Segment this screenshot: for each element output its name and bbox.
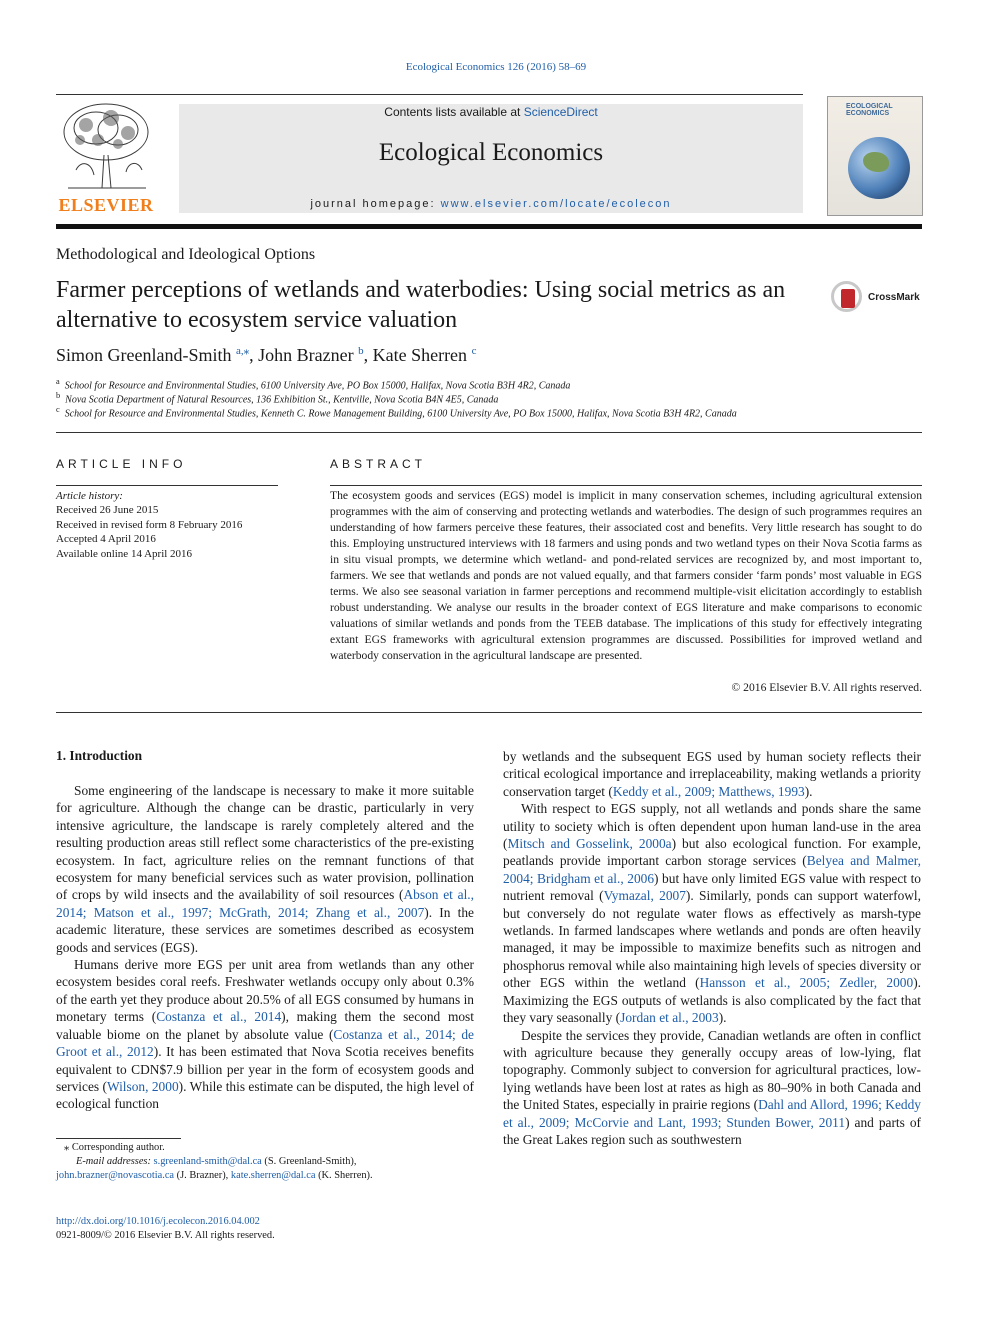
citation-link[interactable]: Belyea and Malmer, 2004; Bridgham et al., 2006 bbox=[503, 853, 922, 886]
affiliation-b bbox=[56, 391, 498, 405]
journal-homepage bbox=[179, 198, 803, 210]
citation-link[interactable]: Hansson et al., 2005; Zedler, 2000 bbox=[699, 975, 914, 991]
email-owner: (K. Sherren). bbox=[315, 1170, 373, 1181]
citation-link[interactable]: Costanza et al., 2014 bbox=[156, 1009, 282, 1025]
email-owner: (S. Greenland-Smith), bbox=[261, 1156, 357, 1167]
abstract-rule bbox=[330, 485, 922, 486]
corresponding-author-note bbox=[56, 1141, 484, 1155]
history-item: Available online 14 April 2016 bbox=[56, 547, 193, 560]
citation-link[interactable]: Jordan et al., 2003 bbox=[620, 1010, 719, 1026]
homepage-link[interactable]: www.elsevier.com/locate/ecolecon bbox=[440, 198, 672, 210]
footnote-rule bbox=[56, 1138, 181, 1139]
affiliation-key: a bbox=[56, 377, 60, 386]
history-item: Received in revised form 8 February 2016 bbox=[56, 518, 243, 531]
contents-line bbox=[179, 105, 803, 119]
body-column-right bbox=[503, 748, 921, 1148]
abstract-end-rule-right bbox=[330, 712, 922, 713]
author-affiliation-mark[interactable]: c bbox=[471, 345, 477, 357]
crossmark-label: CrossMark bbox=[868, 292, 920, 303]
citation-link[interactable]: Keddy et al., 2009; Matthews, 1993 bbox=[612, 783, 805, 799]
citation-link[interactable]: Dahl and Allord, 1996; Keddy et al., 2009; McCorvie and Lant, 1993; Stunden Bower, 2011 bbox=[503, 1097, 921, 1130]
affiliation-text: School for Resource and Environmental Studies, 6100 University Ave, PO Box 15000, Halifax, Nova Scotia B3H 4R2, Canada bbox=[64, 380, 571, 392]
article-category: Methodological and Ideological Options bbox=[56, 246, 316, 263]
elsevier-logo[interactable] bbox=[56, 100, 156, 216]
article-history bbox=[56, 489, 286, 561]
paragraph: by wetlands and the subsequent EGS used by human society reflects their critical ecological importance and irreplaceability, making wetlands a priority conservation target (Keddy et al., 2009; Matthews, 1993). bbox=[503, 749, 921, 799]
contents-prefix: Contents lists available at bbox=[384, 105, 524, 119]
elsevier-tree-icon bbox=[56, 100, 156, 195]
abstract-copyright: © 2016 Elsevier B.V. All rights reserved. bbox=[731, 681, 922, 694]
author-list bbox=[56, 344, 476, 366]
homepage-prefix: journal homepage: bbox=[310, 198, 441, 210]
body-column-left bbox=[56, 782, 474, 1113]
doi-link[interactable]: http://dx.doi.org/10.1016/j.ecolecon.2016.04.002 bbox=[56, 1216, 260, 1227]
header-bottom-rule bbox=[56, 224, 922, 229]
affiliation-key: b bbox=[56, 391, 61, 400]
elsevier-wordmark: ELSEVIER bbox=[58, 195, 154, 215]
crossmark-badge[interactable] bbox=[831, 281, 926, 317]
email-link[interactable]: s.greenland-smith@dal.ca bbox=[153, 1156, 262, 1167]
paragraph: Some engineering of the landscape is necessary to make it more suitable for agriculture. Although the change can be drastic, particularly in very intensive agriculture, the landscape is rarely completely altered and the resulting production areas still reflect some characteristics of the pre-existing ecosystem. In fact, agriculture relies on the remnant functions of that ecosystem for many beneficial services such as water provision, pollination of crops by wild insects and the availability of soil resources (Abson et al., 2014; Matson et al., 1997; McGrath, 2014; Zhang et al., 2007). In the academic literature, these services are sometimes described as ecosystem goods and services (EGS). bbox=[56, 783, 474, 955]
author-name[interactable]: John Brazner bbox=[258, 345, 354, 365]
author-affiliation-mark[interactable]: a,⁎ bbox=[235, 345, 250, 357]
section-heading-introduction: 1. Introduction bbox=[56, 748, 143, 763]
author-name[interactable]: Kate Sherren bbox=[372, 345, 468, 365]
header-top-rule bbox=[56, 94, 803, 95]
affiliations-rule bbox=[56, 432, 922, 433]
cover-title: ECOLOGICAL ECONOMICS bbox=[846, 103, 893, 117]
email-label: E-mail addresses: bbox=[76, 1156, 151, 1167]
citation-link[interactable]: Wilson, 2000 bbox=[106, 1078, 179, 1094]
footnote-text: Corresponding author. bbox=[71, 1142, 165, 1153]
doi-block bbox=[56, 1215, 275, 1243]
history-item: Accepted 4 April 2016 bbox=[56, 533, 156, 546]
paragraph: Despite the services they provide, Canadian wetlands are often in conflict with agriculture because they generally occupy areas of low-lying, flat topography. Commonly subject to conversion for agricultural practices, low-lying wetlands have been lost at rates as high as 80–90% in both Canada and the United States, especially in prairie regions (Dahl and Allord, 1996; Keddy et al., 2009; McCorvie and Lant, 1993; Stunden Bower, 2011) and parts of the Great Lakes region such as southwestern bbox=[503, 1027, 922, 1147]
journal-cover-thumbnail[interactable] bbox=[827, 96, 923, 216]
affiliation-c bbox=[56, 405, 737, 419]
email-addresses bbox=[56, 1155, 496, 1169]
citation-link[interactable]: Vymazal, 2007 bbox=[603, 888, 686, 904]
paragraph: With respect to EGS supply, not all wetlands and ponds share the same utility to society which is often dependent upon human land-use in the area (Mitsch and Gosselink, 2000a) but also ecological function. For example, peatlands provide important carbon storage services (Belyea and Malmer, 2004; Bridgham et al., 2006) but have only limited EGS value with respect to nutrient removal (Vymazal, 2007). Similarly, ponds can support waterfowl, but conversely do not regulate water flows as effectively as marsh-type wetlands. In farmed landscapes where wetlands and ponds are often heavily managed, it may be impossible to maximize benefits such as nitrogen and phosphorus removal while also maintaining high levels of species diversity or other EGS within the wetland (Hansson et al., 2005; Zedler, 2000). Maximizing the EGS outputs of wetlands is also complicated by the fact that they vary seasonally (Jordan et al., 2003). bbox=[503, 801, 922, 1026]
abstract-heading: ABSTRACT bbox=[330, 457, 427, 471]
history-item: Received 26 June 2015 bbox=[56, 504, 159, 517]
email-addresses-cont bbox=[56, 1169, 476, 1183]
article-info-heading: ARTICLE INFO bbox=[56, 457, 187, 471]
article-info-rule bbox=[56, 485, 278, 486]
email-link[interactable]: john.brazner@novascotia.ca bbox=[56, 1170, 175, 1181]
email-link[interactable]: kate.sherren@dal.ca bbox=[230, 1170, 316, 1181]
author-separator: , bbox=[249, 345, 259, 365]
journal-reference-link[interactable]: Ecological Economics 126 (2016) 58–69 bbox=[405, 61, 587, 73]
journal-name: Ecological Economics bbox=[378, 139, 604, 166]
affiliation-text: School for Resource and Environmental Studies, Kenneth C. Rowe Management Building, 6100 University Ave, PO Box 15000, Halifax, Nova Scotia B3H 4R2, Canada bbox=[64, 408, 737, 420]
email-owner: (J. Brazner), bbox=[174, 1170, 231, 1181]
citation-link[interactable]: Abson et al., 2014; Matson et al., 1997; McGrath, 2014; Zhang et al., 2007 bbox=[56, 887, 474, 920]
affiliation-key: c bbox=[56, 405, 60, 414]
crossmark-icon bbox=[831, 281, 862, 312]
abstract-end-rule-left bbox=[56, 712, 330, 713]
article-title: Farmer perceptions of wetlands and waterbodies: Using social metrics as an alternative to ecosystem service valuation bbox=[56, 277, 786, 333]
affiliation-a bbox=[56, 377, 570, 391]
abstract-text: The ecosystem goods and services (EGS) model is implicit in many conservation schemes, including agricultural extension programmes with the aim of conserving and protecting wetlands and waterbodies. The design of such programmes requires an understanding of how farmers perceive these features, their associated cost and benefits. Very little research has sought to do this. Employing unstructured interviews with 18 farmers and using ponds and two wetland types on their Nova Scotia farms as in situ visual prompts, we determine which wetland- and pond-related services are recognized by, and most important to, farmers. We see that wetlands and ponds are not valued equally, and that farmers consider ‘farm ponds’ most valuable in EGS terms. We also see seasonal variation in farmer perceptions and recommend multiple-visit elicitation accordingly to establish robust understanding. We analyse our results in the broader context of EGS literature and make comparisons to economic valuations of similar wetlands and ponds from the TEEB database. The implications of this study for effectively integrating extant EGS frameworks with agricultural extension programmes are discussed. Possibilities for improved wetland and waterbody conservation in the agricultural landscape are presented. bbox=[330, 489, 922, 662]
footnote-mark: ⁎ bbox=[64, 1142, 70, 1153]
continent-shape bbox=[863, 152, 889, 172]
paragraph: Humans derive more EGS per unit area from wetlands than any other ecosystem besides coral reefs. Freshwater wetlands occupy only about 0.3% of the earth yet they produce about 20.5% of all EGS consumed by humans in monetary terms (Costanza et al., 2014), making them the second most valuable biome on the planet by absolute value (Costanza et al., 2014; de Groot et al., 2012). It has been estimated that Nova Scotia receives benefits equivalent to CDN$7.9 billion per year in the form of ecosystem goods and services (Wilson, 2000). While this estimate can be disputed, the high level of ecological function bbox=[56, 957, 475, 1112]
citation-link[interactable]: Mitsch and Gosselink, 2000a bbox=[507, 836, 672, 852]
sciencedirect-link[interactable]: ScienceDirect bbox=[523, 105, 598, 119]
history-label: Article history: bbox=[56, 490, 123, 502]
author-name[interactable]: Simon Greenland-Smith bbox=[56, 345, 232, 365]
author-affiliation-mark[interactable]: b bbox=[358, 345, 364, 357]
citation-link[interactable]: Costanza et al., 2014; de Groot et al., 2012 bbox=[56, 1026, 474, 1060]
issn-copyright: 0921-8009/© 2016 Elsevier B.V. All rights reserved. bbox=[56, 1230, 275, 1241]
affiliation-text: Nova Scotia Department of Natural Resources, 136 Exhibition St., Kentville, Nova Scotia B4N 4E5, Canada bbox=[65, 394, 499, 406]
author-separator: , bbox=[363, 345, 373, 365]
